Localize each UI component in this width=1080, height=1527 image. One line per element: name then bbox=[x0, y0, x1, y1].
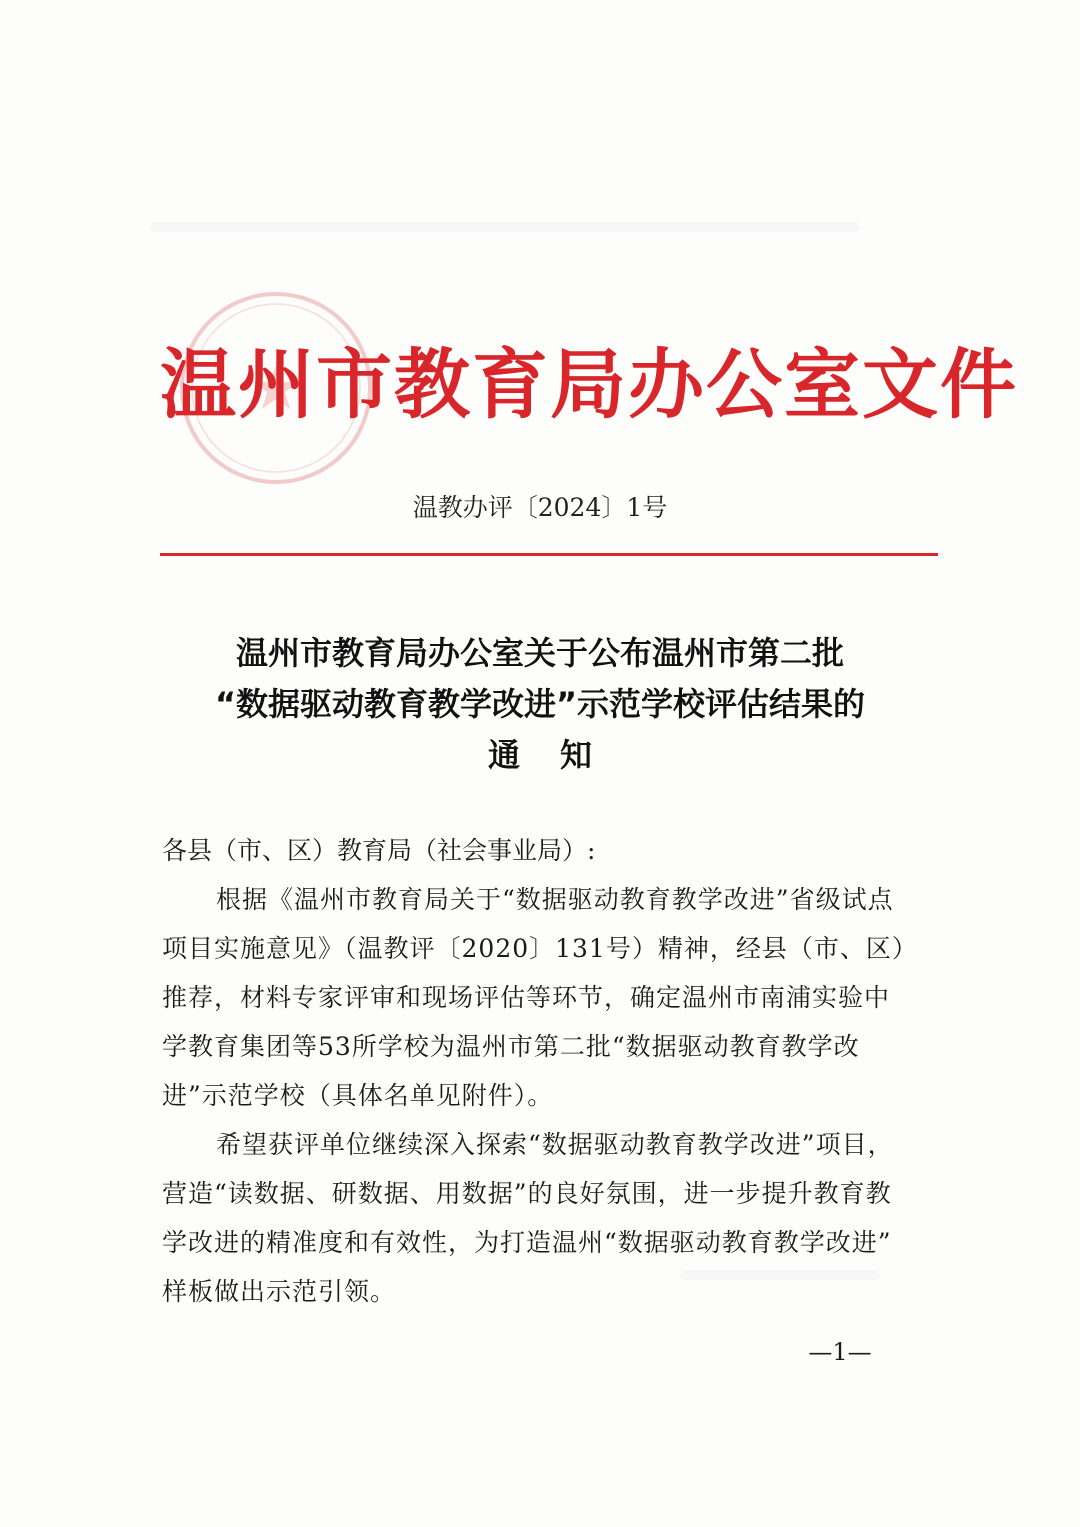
paragraph-line: 项目实施意见》（温教评〔2020〕131号）精神，经县（市、区） bbox=[162, 934, 918, 963]
notice-title-line: 温州市教育局办公室关于公布温州市第二批 bbox=[235, 634, 844, 672]
paragraph-line: 营造“读数据、研数据、用数据”的良好氛围，进一步提升教育教 bbox=[162, 1179, 892, 1208]
paragraph-line: 样板做出示范引领。 bbox=[162, 1277, 397, 1306]
red-divider-line bbox=[160, 553, 938, 556]
body-paragraph-2 bbox=[162, 1120, 940, 1316]
paragraph-line: 希望获评单位继续深入探索“数据驱动教育教学改进”项目， bbox=[216, 1130, 894, 1159]
document-number: 温教办评〔2024〕1号 bbox=[412, 493, 668, 522]
addressee-line: 各县（市、区）教育局（社会事业局）: bbox=[162, 836, 596, 865]
paragraph-line: 根据《温州市教育局关于“数据驱动教育教学改进”省级试点 bbox=[216, 885, 894, 914]
show-through-mark bbox=[150, 222, 860, 232]
paragraph-line: 进”示范学校（具体名单见附件）。 bbox=[162, 1081, 554, 1110]
notice-title-line: “数据驱动教育教学改进”示范学校评估结果的 bbox=[214, 685, 866, 723]
paragraph-line: 推荐，材料专家评审和现场评估等环节，确定温州市南浦实验中 bbox=[162, 983, 891, 1012]
issuing-agency-title: 温州市教育局办公室文件 bbox=[160, 340, 1018, 429]
body-paragraph-1 bbox=[162, 875, 940, 1120]
notice-title bbox=[130, 628, 950, 781]
notice-title-line: 通知 bbox=[487, 736, 632, 774]
paragraph-line: 学教育集团等53所学校为温州市第二批“数据驱动教育教学改 bbox=[162, 1032, 860, 1061]
page-number: —1— bbox=[808, 1338, 872, 1366]
paragraph-line: 学改进的精准度和有效性，为打造温州“数据驱动教育教学改进” bbox=[162, 1228, 892, 1257]
